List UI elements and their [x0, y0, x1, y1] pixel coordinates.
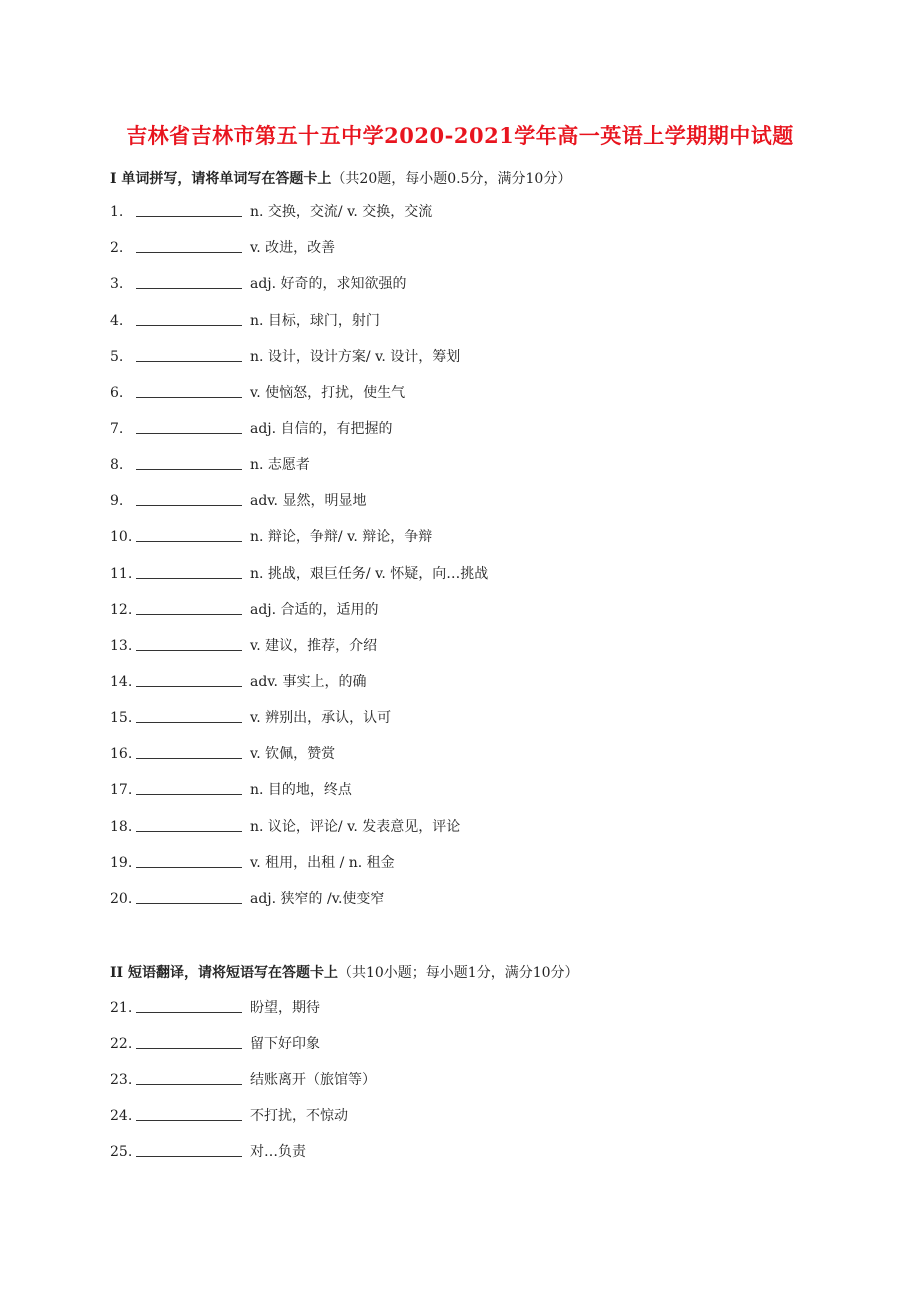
section-2-note: （共10小题；每小题1分，满分10分） — [337, 965, 579, 981]
list-item — [110, 238, 335, 258]
item-number: 6. — [110, 385, 124, 401]
answer-blank — [136, 780, 242, 795]
item-meaning: adj. 合适的，适用的 — [250, 602, 379, 618]
answer-blank — [136, 311, 242, 326]
item-meaning: v. 辨别出，承认，认可 — [250, 710, 392, 726]
list-item — [110, 202, 432, 222]
answer-blank — [136, 202, 242, 217]
item-number: 9. — [110, 493, 124, 509]
item-number: 14. — [110, 674, 133, 690]
item-number: 10. — [110, 529, 133, 545]
section-1-note: （共20题，每小题0.5分，满分10分） — [331, 171, 572, 187]
list-item — [110, 708, 391, 728]
answer-blank — [136, 274, 242, 289]
item-meaning: adv. 显然，明显地 — [250, 493, 367, 509]
answer-blank — [136, 672, 242, 687]
list-item — [110, 527, 432, 547]
answer-blank — [136, 419, 242, 434]
list-item — [110, 1106, 348, 1126]
item-number: 24. — [110, 1108, 133, 1124]
item-number: 23. — [110, 1072, 133, 1088]
answer-blank — [136, 1070, 242, 1085]
list-item — [110, 347, 460, 367]
item-number: 5. — [110, 349, 124, 365]
answer-blank — [136, 636, 242, 651]
item-number: 19. — [110, 855, 133, 871]
item-meaning: v. 使恼怒，打扰，使生气 — [250, 385, 406, 401]
answer-blank — [136, 600, 242, 615]
item-meaning: n. 辩论，争辩/ v. 辩论，争辩 — [250, 529, 433, 545]
item-meaning: 不打扰，不惊动 — [250, 1108, 348, 1124]
item-number: 7. — [110, 421, 124, 437]
answer-blank — [136, 527, 242, 542]
list-item — [110, 744, 335, 764]
answer-blank — [136, 564, 242, 579]
item-meaning: adj. 自信的，有把握的 — [250, 421, 393, 437]
item-meaning: n. 挑战，艰巨任务/ v. 怀疑，向…挑战 — [250, 566, 489, 582]
item-number: 3. — [110, 276, 124, 292]
list-item — [110, 419, 393, 439]
item-number: 22. — [110, 1036, 133, 1052]
list-item — [110, 998, 320, 1018]
list-item — [110, 889, 384, 909]
item-meaning: adv. 事实上，的确 — [250, 674, 367, 690]
item-meaning: n. 设计，设计方案/ v. 设计，筹划 — [250, 349, 461, 365]
item-meaning: v. 钦佩，赞赏 — [250, 746, 336, 762]
section-2-heading — [110, 962, 579, 982]
item-meaning: adj. 好奇的，求知欲强的 — [250, 276, 407, 292]
answer-blank — [136, 889, 242, 904]
answer-blank — [136, 455, 242, 470]
list-item — [110, 817, 460, 837]
section-1-heading — [110, 168, 571, 188]
item-number: 1. — [110, 204, 124, 220]
answer-blank — [136, 817, 242, 832]
item-number: 20. — [110, 891, 133, 907]
item-meaning: n. 目标，球门，射门 — [250, 313, 380, 329]
answer-blank — [136, 238, 242, 253]
item-meaning: n. 议论，评论/ v. 发表意见，评论 — [250, 819, 461, 835]
document-title: 吉林省吉林市第五十五中学2020-2021学年高一英语上学期期中试题 — [126, 123, 794, 148]
item-meaning: 结账离开（旅馆等） — [250, 1072, 376, 1088]
item-meaning: 留下好印象 — [250, 1036, 320, 1052]
item-number: 8. — [110, 457, 124, 473]
answer-blank — [136, 347, 242, 362]
list-item — [110, 600, 379, 620]
item-number: 4. — [110, 313, 124, 329]
list-item — [110, 1070, 376, 1090]
item-number: 15. — [110, 710, 133, 726]
list-item — [110, 383, 405, 403]
item-meaning: 对…负责 — [250, 1144, 306, 1160]
list-item — [110, 564, 488, 584]
answer-blank — [136, 1142, 242, 1157]
item-number: 13. — [110, 638, 133, 654]
list-item — [110, 311, 380, 331]
item-meaning: n. 目的地，终点 — [250, 782, 352, 798]
answer-blank — [136, 1106, 242, 1121]
list-item — [110, 1142, 306, 1162]
list-item — [110, 853, 395, 873]
item-meaning: n. 志愿者 — [250, 457, 310, 473]
list-item — [110, 1034, 320, 1054]
section-2-label: II 短语翻译，请将短语写在答题卡上 — [110, 965, 338, 981]
list-item — [110, 636, 377, 656]
item-meaning: 盼望，期待 — [250, 1000, 320, 1016]
list-item — [110, 672, 366, 692]
item-number: 25. — [110, 1144, 133, 1160]
item-number: 21. — [110, 1000, 133, 1016]
answer-blank — [136, 853, 242, 868]
item-meaning: n. 交换，交流/ v. 交换，交流 — [250, 204, 433, 220]
item-meaning: adj. 狭窄的 /v.使变窄 — [250, 891, 385, 907]
item-meaning: v. 建议，推荐，介绍 — [250, 638, 378, 654]
item-number: 16. — [110, 746, 133, 762]
section-1-label: I 单词拼写，请将单词写在答题卡上 — [110, 171, 332, 187]
item-meaning: v. 改进，改善 — [250, 240, 336, 256]
answer-blank — [136, 708, 242, 723]
answer-blank — [136, 383, 242, 398]
answer-blank — [136, 998, 242, 1013]
item-number: 2. — [110, 240, 124, 256]
item-number: 17. — [110, 782, 133, 798]
list-item — [110, 455, 310, 475]
answer-blank — [136, 744, 242, 759]
item-number: 18. — [110, 819, 133, 835]
item-number: 11. — [110, 566, 133, 582]
item-number: 12. — [110, 602, 133, 618]
list-item — [110, 780, 352, 800]
answer-blank — [136, 491, 242, 506]
item-meaning: v. 租用，出租 / n. 租金 — [250, 855, 395, 871]
answer-blank — [136, 1034, 242, 1049]
list-item — [110, 274, 407, 294]
list-item — [110, 491, 366, 511]
